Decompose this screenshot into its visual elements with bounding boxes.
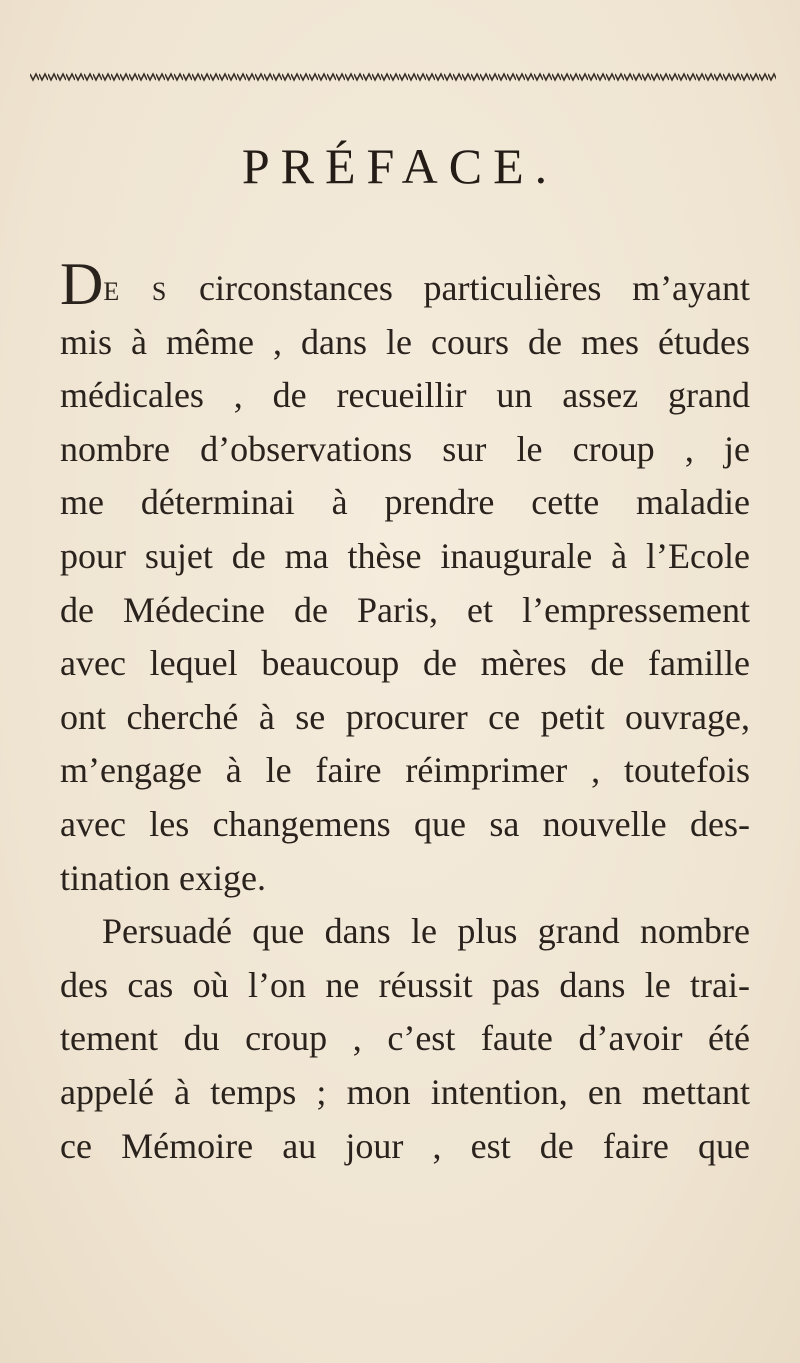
- text-line: appelé à temps ; mon intention, en mettant: [60, 1071, 750, 1112]
- text-line: de Médecine de Paris, et l’empressement: [60, 589, 750, 630]
- text-line: ont cherché à se procurer ce petit ouvrage,: [60, 696, 750, 737]
- text-line: ce Mémoire au jour , est de faire que: [60, 1125, 750, 1166]
- ornament-rule-icon: [30, 70, 776, 84]
- text-line: m’engage à le faire réimprimer , toutefois: [60, 750, 750, 791]
- text-line: Persuadé que dans le plus grand nombre: [102, 911, 750, 952]
- text-line: me déterminai à prendre cette maladie: [60, 482, 750, 523]
- text-line: nombre d’observations sur le croup , je: [60, 428, 750, 469]
- text-line: tination exige.: [60, 857, 266, 898]
- text-line-1: [60, 251, 751, 317]
- text-line: avec les changemens que sa nouvelle des-: [60, 803, 750, 844]
- body-text: [60, 251, 751, 1173]
- ornament-rule: [30, 70, 776, 84]
- text-line: médicales , de recueillir un assez grand: [60, 375, 750, 416]
- text-line: pour sujet de ma thèse inaugurale à l’Ecole: [60, 535, 750, 576]
- first-line-rest: circonstances particulières m’ayant: [198, 268, 751, 308]
- text-line: tement du croup , c’est faute d’avoir été: [60, 1018, 750, 1059]
- dropcap-rest: E: [103, 277, 122, 306]
- text-line: mis à même , dans le cours de mes études: [60, 321, 750, 362]
- dropcap: D: [60, 251, 104, 317]
- text-line: des cas où l’on ne réussit pas dans le trai-: [60, 964, 750, 1005]
- page-title: PRÉFACE.: [241, 138, 559, 194]
- text-line: avec lequel beaucoup de mères de famille: [60, 643, 750, 684]
- dropcap-rest-tail: S: [151, 277, 169, 306]
